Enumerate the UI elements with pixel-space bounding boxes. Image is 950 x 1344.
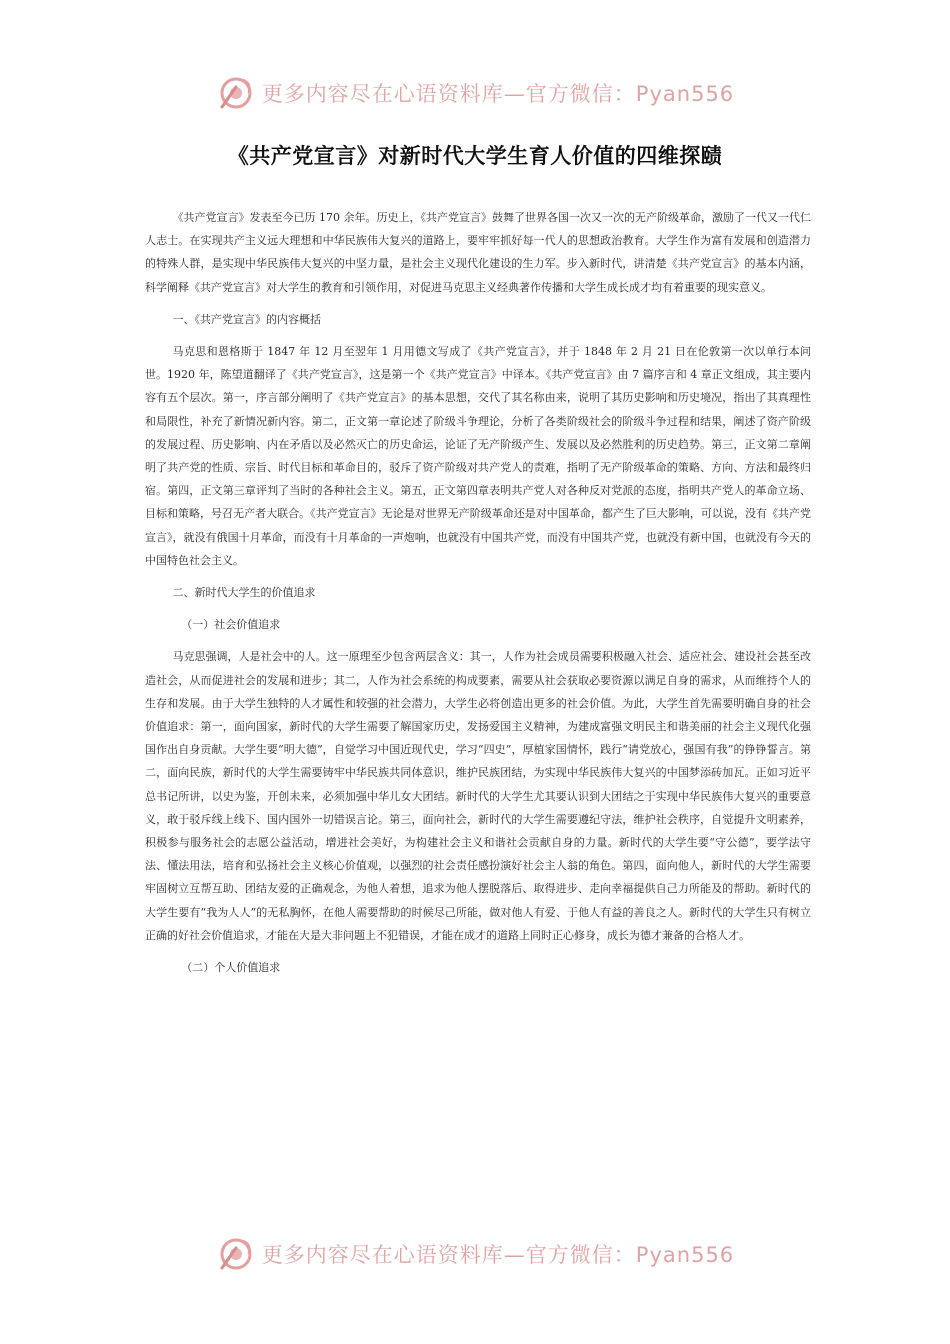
- section-2-1-paragraph: 马克思强调，人是社会中的人。这一原理至少包含两层含义：其一，人作为社会成员需要积极融入社会、适应社会、建设社会甚至改造社会，从而促进社会的发展和进步；其二，人作为社会系统的构成要素，需要从社会获取必要资源以满足自身的需求，从而维持个人的生存和发展。由于大学生独特的人才属性和较强的社会潜力，大学生必将创造出更多的社会价值。为此，大学生首先需要明确自身的社会价值追求：第一，面向国家，新时代的大学生需要了解国家历史，发扬爱国主义精神，为建成富强文明民主和谐美丽的社会主义现代化强国作出自身贡献。大学生要“明大德”，自觉学习中国近现代史，学习“四史”，厚植家国情怀，践行“请党放心，强国有我”的铮铮誓言。第二，面向民族，新时代的大学生需要铸牢中华民族共同体意识，维护民族团结，为实现中华民族伟大复兴的中国梦添砖加瓦。正如习近平总书记所讲，以史为鉴，开创未来，必须加强中华儿女大团结。新时代的大学生尤其要认识到大团结之于实现中华民族伟大复兴的重要意义，敢于驳斥线上线下、国内国外一切错误言论。第三，面向社会，新时代的大学生需要遵纪守法，维护社会秩序，自觉提升文明素养，积极参与服务社会的志愿公益活动，增进社会美好，为构建社会主义和谐社会贡献自身的力量。新时代的大学生要“守公德”，要学法守法、懂法用法，培育和弘扬社会主义核心价值观，以强烈的社会责任感扮演好社会主人翁的角色。第四，面向他人，新时代的大学生需要牢固树立互帮互助、团结友爱的正确观念，为他人着想，追求为他人摆脱落后、取得进步、走向幸福提供自己力所能及的帮助。新时代的大学生要有“我为人人”的无私胸怀，在他人需要帮助的时候尽己所能，做对他人有爱、于他人有益的善良之人。新时代的大学生只有树立正确的好社会价值追求，才能在大是大非问题上不犯错误，才能在成才的道路上同时正心修身，成长为德才兼备的合格人才。: [145, 650, 811, 942]
- brand-logo-icon: [216, 73, 256, 113]
- document-title: 《共产党宣言》对新时代大学生育人价值的四维探赜: [227, 144, 723, 168]
- footer-watermark: [0, 1234, 950, 1274]
- watermark-text: 更多内容尽在心语资料库—官方微信：Pyan556: [261, 1243, 735, 1267]
- intro-paragraph: 《共产党宣言》发表至今已历 170 余年。历史上，《共产党宣言》鼓舞了世界各国一次又一次的无产阶级革命，激励了一代又一代仁人志士。在实现共产主义远大理想和中华民族伟大复兴的道路上，要牢牢抓好每一代人的思想政治教育。大学生作为富有发展和创造潜力的特殊人群，是实现中华民族伟大复兴的中坚力量，是社会主义现代化建设的生力军。步入新时代，讲清楚《共产党宣言》的基本内涵，科学阐释《共产党宣言》对大学生的教育和引领作用，对促进马克思主义经典著作传播和大学生成长成才均有着重要的现实意义。: [145, 211, 811, 294]
- section-1-heading: 一、《共产党宣言》的内容概括: [172, 312, 321, 326]
- header-watermark: [0, 73, 950, 113]
- section-2-subheading-2: （二）个人价值追求: [181, 961, 281, 975]
- brand-logo-icon: [216, 1234, 256, 1274]
- section-2-heading: 二、新时代大学生的价值追求: [172, 586, 316, 600]
- section-2-subheading-1: （一）社会价值追求: [181, 618, 281, 632]
- watermark-text: 更多内容尽在心语资料库—官方微信：Pyan556: [261, 82, 735, 106]
- section-1-paragraph: 马克思和恩格斯于 1847 年 12 月至翌年 1 月用德文写成了《共产党宣言》，并于 1848 年 2 月 21 日在伦敦第一次以单行本问世。1920 年，陈望道翻译了《共产党宣言》，这是第一个《共产党宣言》中译本。《共产党宣言》由 7 篇序言和 4 章正文组成，其主要内容有五个层次。第一，序言部分阐明了《共产党宣言》的基本思想，交代了其名称由来，说明了其历史影响和历史境况，指出了其真理性和局限性，补充了新情况新内容。第二，正文第一章论述了阶级斗争理论，分析了各类阶级社会的阶级斗争过程和结果，阐述了资产阶级的发展过程、历史影响、内在矛盾以及必然灭亡的历史命运，论证了无产阶级产生、发展以及必然胜利的历史趋势。第三，正文第二章阐明了共产党的性质、宗旨、时代目标和革命目的，驳斥了资产阶级对共产党人的责难，指明了无产阶级革命的策略、方向、方法和最终归宿。第四，正文第三章评判了当时的各种社会主义。第五，正文第四章表明共产党人对各种反对党派的态度，指明共产党人的革命立场、目标和策略，号召无产者大联合。《共产党宣言》无论是对世界无产阶级革命还是对中国革命，都产生了巨大影响，可以说，没有《共产党宣言》，就没有俄国十月革命，而没有十月革命的一声炮响，也就没有中国共产党，而没有中国共产党，也就没有新中国，也就没有今天的中国特色社会主义。: [145, 345, 811, 567]
- document-body: [145, 206, 811, 979]
